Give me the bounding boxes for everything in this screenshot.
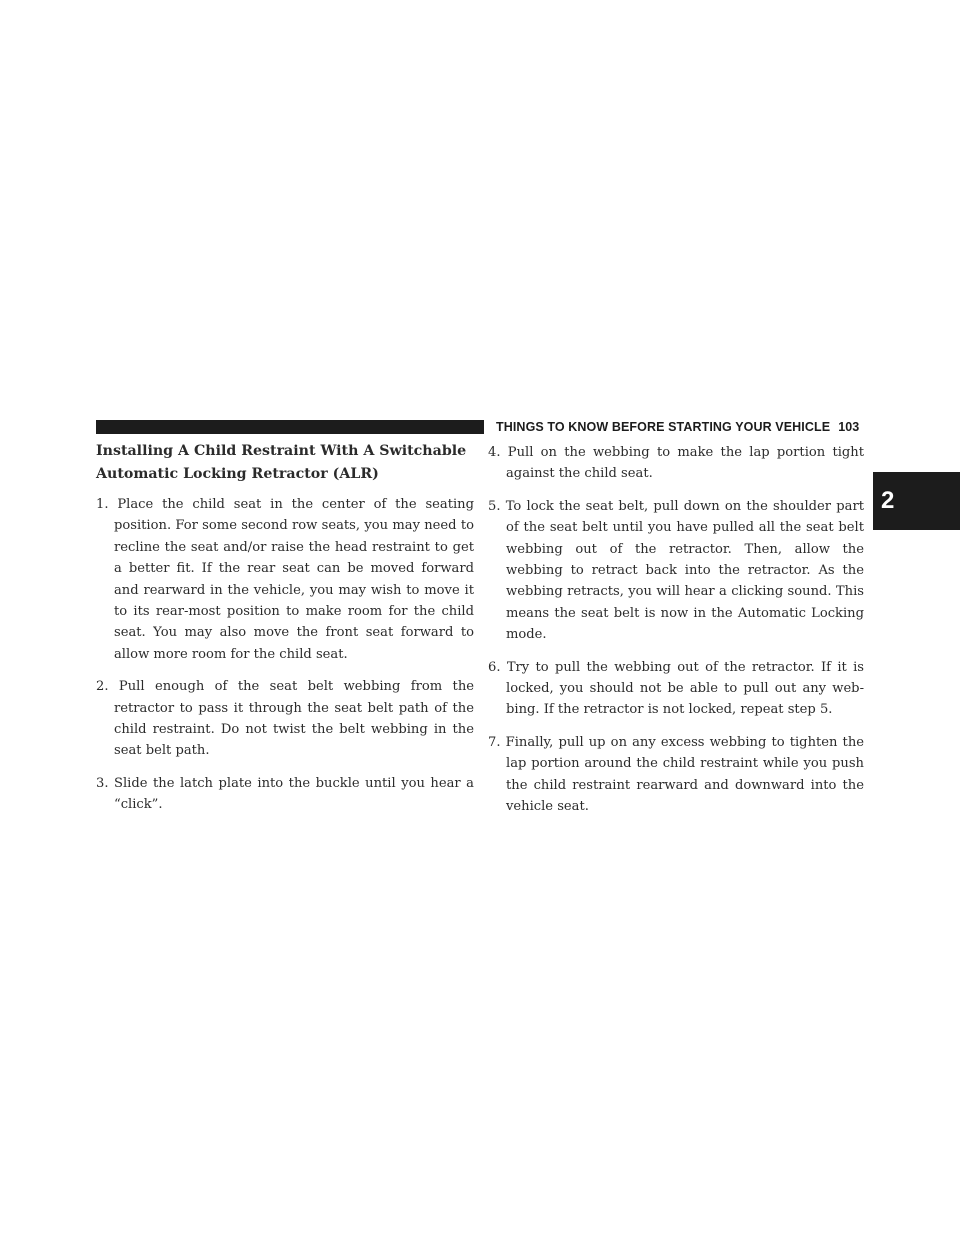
- step-text: Slide the latch plate into the buckle until you hear a “click”.: [114, 775, 474, 813]
- right-column: [488, 440, 864, 829]
- step-item: [96, 773, 474, 816]
- step-number: 2.: [96, 679, 109, 695]
- step-item: [96, 676, 474, 762]
- step-item: [488, 657, 864, 721]
- step-text: Pull on the webbing to make the lap portion tight against the child seat.: [506, 445, 864, 482]
- step-item: [96, 494, 474, 665]
- step-number: 5.: [488, 498, 501, 514]
- step-number: 6.: [488, 659, 501, 675]
- step-item: [488, 442, 864, 485]
- step-text: Try to pull the webbing out of the retractor. If it is locked, you should not be able to pull out any web-bing. If the retractor is not locked, repeat step 5.: [506, 659, 864, 718]
- page-number: 103: [838, 420, 860, 434]
- step-text: Finally, pull up on any excess webbing to tighten the lap portion around the child restraint while you push the child restraint rearward and downward into the vehicle seat.: [505, 734, 864, 815]
- step-number: 3.: [96, 775, 109, 791]
- chapter-tab: 2: [873, 472, 960, 530]
- step-number: 4.: [488, 445, 501, 460]
- step-text: To lock the seat belt, pull down on the shoulder part of the seat belt until you have pulled all the seat belt webbing out of the retractor. Then, allow the webbing to retract back into the retractor. As the webbing retracts, you will hear a clicking sound. This means the seat belt is now in the Automatic Locking mode.: [505, 498, 864, 643]
- step-number: 7.: [488, 734, 501, 750]
- step-text: Place the child seat in the center of the seating position. For some second row seats, you may need to recline the seat and/or raise the head restraint to get a better fit. If the rear seat can be moved forward and rearward in the vehicle, you may wish to move it to its rear-most position to make room for the child seat. You may also move the front seat forward to allow more room for the child seat.: [114, 497, 474, 662]
- header-rule: [96, 420, 484, 434]
- step-number: 1.: [96, 497, 109, 512]
- running-header: [496, 418, 864, 436]
- step-item: [488, 732, 864, 818]
- header-title: THINGS TO KNOW BEFORE STARTING YOUR VEHICLE: [496, 420, 831, 434]
- section-title: Installing A Child Restraint With A Switchable Automatic Locking Retractor (ALR): [96, 443, 467, 482]
- left-column: [96, 440, 474, 827]
- step-item: [488, 496, 864, 646]
- step-text: Pull enough of the seat belt webbing from the retractor to pass it through the seat belt path of the child restraint. Do not twist the belt webbing in the seat belt path.: [114, 679, 474, 759]
